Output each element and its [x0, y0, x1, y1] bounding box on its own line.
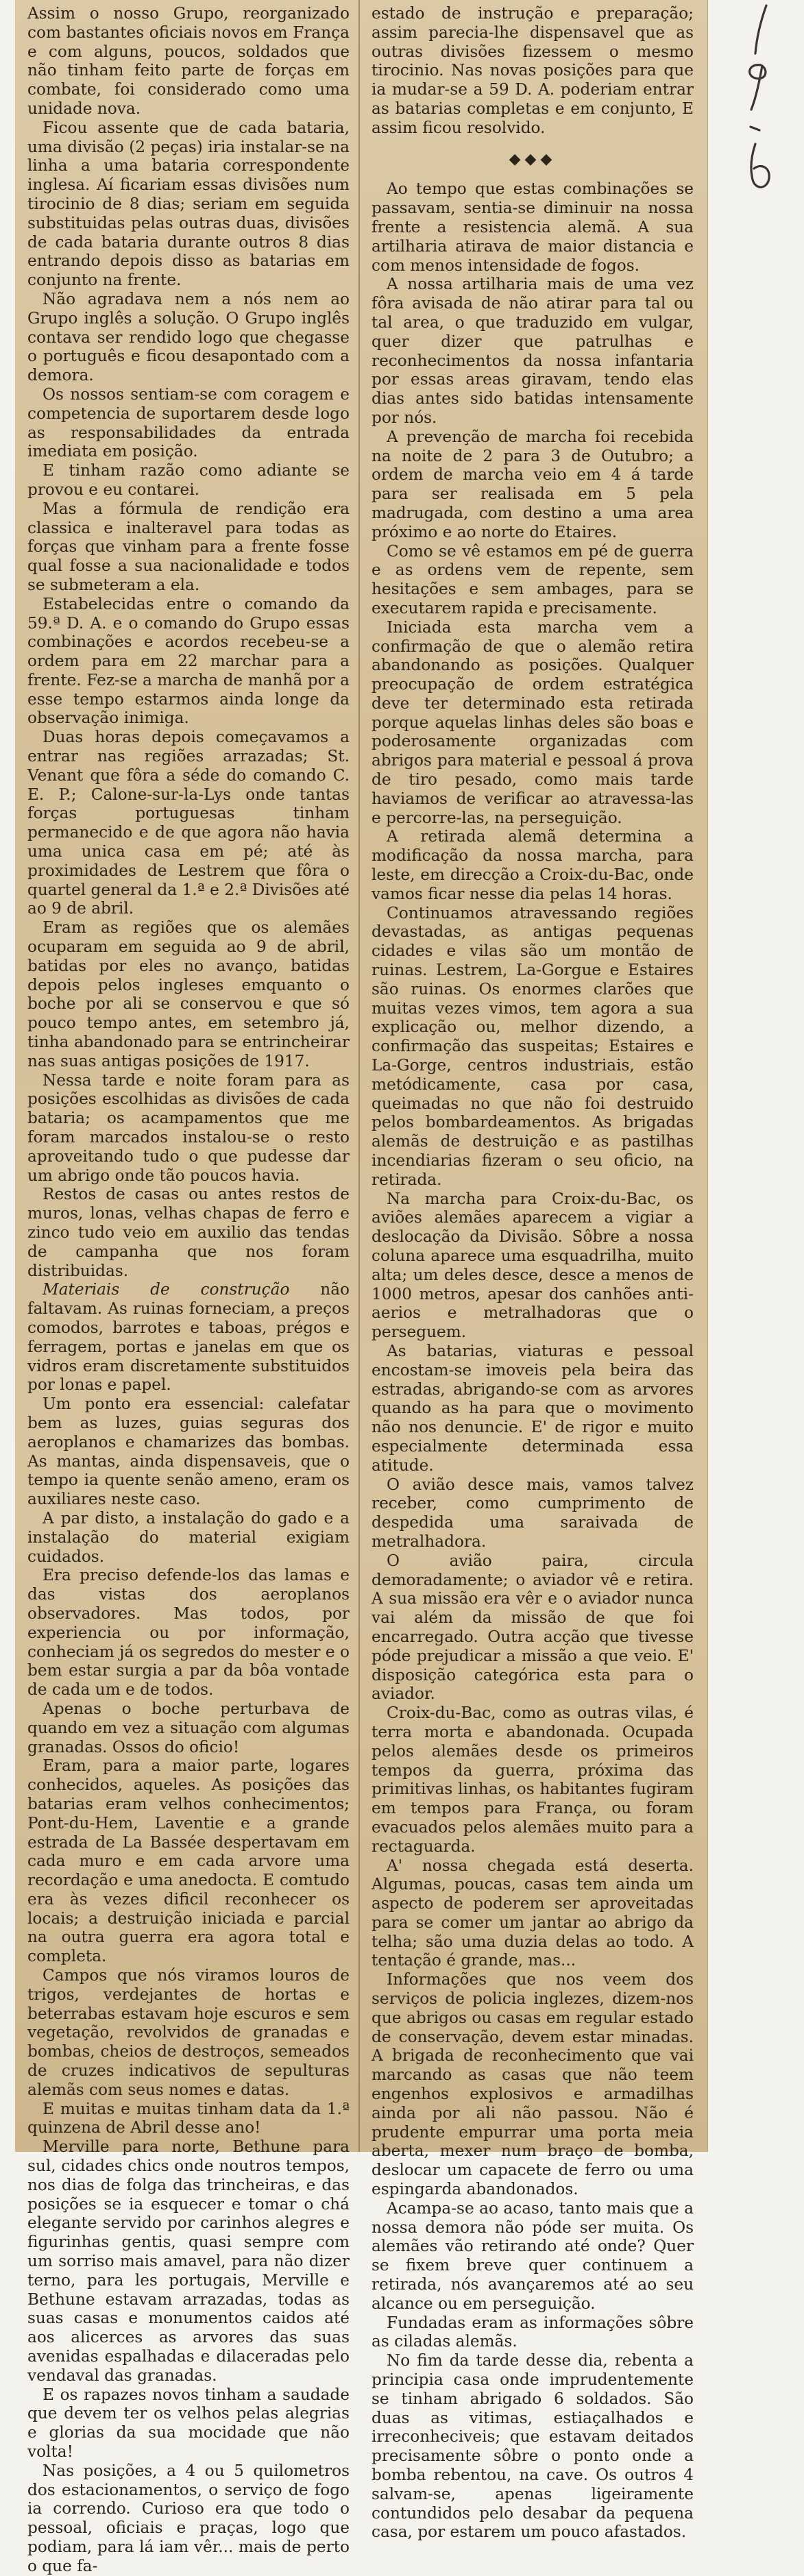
paragraph: Fundadas eram as informações sôbre as ciladas alemãs.: [371, 2313, 694, 2351]
paragraph: Estabelecidas entre o comando da 59.ª D. A. e o comando do Grupo essas combinações e acordos recebeu-se a ordem para em 22 marchar para a frente. Fez-se a marcha de manhã por a esse tempo estarmos ainda longe da observação inimiga.: [27, 594, 350, 728]
column-divider: [358, 0, 360, 2152]
paragraph-body: não faltavam. As ruinas forneciam, a preços comodos, barrotes e taboas, prégos e ferragem, portas e janelas em que os vidros eram discretamente substituidos por lonas e papel.: [27, 1280, 350, 1395]
paragraph: Croix-du-Bac, como as outras vilas, é terra morta e abandonada. Ocupada pelos alemães desde os primeiros tempos da guerra, próxima das primitivas linhas, os habitantes fugiram em tempos para França, ou foram evacuados pelos alemães muito para a rectaguarda.: [371, 1704, 694, 1856]
italic-lead: Materiais de construção: [42, 1280, 290, 1299]
paragraph: Na marcha para Croix-du-Bac, os aviões alemães aparecem a vigiar a deslocação da Divisão. Sôbre a nossa coluna aparece uma esquadrilha, muito alta; um deles desce, desce a menos de 1000 metros, apesar dos canhões anti-aerios e metralhadoras que o perseguem.: [371, 1189, 694, 1342]
paragraph: A nossa artilharia mais de uma vez fôra avisada de não atirar para tal ou tal area, o que traduzido em vulgar, quer dizer que patrulhas e reconhecimentos da nossa infantaria por essas areas giravam, tendo elas dias antes sido batidas intensamente por nós.: [371, 275, 694, 427]
paragraph: O avião paira, circula demoradamente; o aviador vê e retira. A sua missão era vêr e o aviador nunca vai além da missão de que foi encarregado. Outra acção que tivesse póde prejudicar a missão a que veio. E' disposição categórica esta para o aviador.: [371, 1551, 694, 1704]
paragraph: As batarias, viaturas e pessoal encostam-se imoveis pela beira das estradas, abrigando-se com as arvores quando as ha para que o movimento não nos denuncie. E' de rigor e muito especialmente determinada essa atitude.: [371, 1341, 694, 1475]
paragraph: A retirada alemã determina a modificação da nossa marcha, para leste, em direcção a Croix-du-Bac, onde vamos ficar nesse dia pelas 14 horas.: [371, 827, 694, 903]
paragraph: Não agradava nem a nós nem ao Grupo inglês a solução. O Grupo inglês contava ser rendido logo que chegasse o português e ficou desapontado com a demora.: [27, 289, 350, 385]
section-separator: ◆◆◆: [509, 150, 557, 168]
paragraph: Mas a fórmula de rendição era classica e inalteravel para todas as forças que vinham para a frente fosse qual fosse a sua nacionalidade e todos se submeteram a ela.: [27, 499, 350, 594]
paragraph: Nessa tarde e noite foram para as posições escolhidas as divisões de cada bataria; os acampamentos que me foram marcados instalou-se o resto aproveitando tudo o que pudesse dar um abrigo onde tão poucos havia.: [27, 1070, 350, 1185]
paragraph: Era preciso defende-los das lamas e das vistas dos aeroplanos observadores. Mas todos, por experiencia ou por informação, conheciam já os segredos do mester e o bem estar surgia a par da bôa vontade de cada um e de todos.: [27, 1566, 350, 1700]
paragraph: Informações que nos veem dos serviços de policia inglezes, dizem-nos que abrigos ou casas em regular estado de conservação, devem estar minadas. A brigada de reconhecimento que vai marcando as casas que não teem engenhos explosivos e armadilhas ainda por ali não passou. Não é prudente empurrar uma porta meia aberta, mexer num braço de bomba, deslocar um capacete de ferro ou uma espingarda abandonados.: [371, 1970, 694, 2199]
paragraph: Ficou assente que de cada bataria, uma divisão (2 peças) iria instalar-se na linha a uma bataria correspondente inglesa. Aí ficariam essas divisões num tirocinio de 8 dias; seriam em seguida substituidas pelas outras duas, divisões de cada bataria durante outros 8 dias entrando depois disso as batarias em conjunto na frente.: [27, 118, 350, 290]
paragraph: A prevenção de marcha foi recebida na noite de 2 para 3 de Outubro; a ordem de marcha veio em 4 á tarde para ser realisada em 5 pela madrugada, com destino a uma area próximo e ao norte do Etaires.: [371, 427, 694, 541]
paragraph: Eram, para a maior parte, logares conhecidos, aqueles. As posições das batarias eram velhos conhecimentos; Pont-du-Hem, Laventie e a grande estrada de La Bassée despertavam em cada muro e em cada arvore uma recordação e uma anedocta. E comtudo era às vezes dificil reconhecer os locais; a destruição iniciada e parcial na outra guerra era agora total e completa.: [27, 1756, 350, 1966]
paragraph: Eram as regiões que os alemães ocuparam em seguida ao 9 de abril, batidas por eles no avanço, batidas depois pelos ingleses emquanto o boche por ali se conservou e que só pouco tempo antes, em setembro já, tinha abandonado para se entrincheirar nas suas antigas posições de 1917.: [27, 918, 350, 1070]
paragraph: A par disto, a instalação do gado e a instalação do material exigiam cuidados.: [27, 1508, 350, 1566]
paragraph: Apenas o boche perturbava de quando em vez a situação com algumas granadas. Ossos do oficio!: [27, 1699, 350, 1756]
paragraph: Ao tempo que estas combinações se passavam, sentia-se diminuir na nossa frente a resistencia alemã. A sua artilharia atirava de maior distancia e com menos intensidade de fogos.: [371, 180, 694, 275]
paragraph: Os nossos sentiam-se com coragem e competencia de suportarem desde logo as responsabilidades da entrada imediata em posição.: [27, 384, 350, 461]
paragraph: O avião desce mais, vamos talvez receber, como cumprimento de despedida uma saraivada de metralhadora.: [371, 1475, 694, 1551]
paragraph: Acampa-se ao acaso, tanto mais que a nossa demora não póde ser muita. Os alemães vão retirando até onde? Quer se fixem breve quer continuem a retirada, nós avançaremos até ao seu alcance ou em perseguição.: [371, 2198, 694, 2313]
column-left: [27, 4, 350, 2575]
paragraph: Assim o nosso Grupo, reorganizado com bastantes oficiais novos em França e com alguns, poucos, soldados que não tinham feito parte de forças em combate, foi considerado como uma unidade nova.: [27, 4, 350, 118]
paragraph: Duas horas depois começavamos a entrar nas regiões arrazadas; St. Venant que fôra a séde do comando C. E. P.; Calone-sur-la-Lys onde tantas forças portuguesas tinham permanecido e de que agora não havia uma unica casa em pé; até às proximidades de Lestrem que fôra o quartel general da 1.ª e 2.ª Divisões até ao 9 de abril.: [27, 728, 350, 918]
paragraph: Iniciada esta marcha vem a confirmação de que o alemão retira abandonando as posições. Qualquer preocupação de ordem estratégica deve ter determinado esta retirada porque aquelas linhas deles são boas e poderosamente organizadas com abrigos para material e pessoal á prova de tiro pesado, como mais tarde haviamos de verificar ao atravessa-las e percorre-las, na perseguição.: [371, 617, 694, 827]
paragraph: A' nossa chegada está deserta. Algumas, poucas, casas tem ainda um aspecto de poderem ser aproveitadas para se comer um jantar ao abrigo da telha; são uma duzia delas ao todo. A tentação é grande, mas...: [371, 1856, 694, 1970]
paragraph: Nas posições, a 4 ou 5 quilometros dos estacionamentos, o serviço de fogo ia correndo. Curioso era que todo o pessoal, oficiais e praças, logo que podiam, para lá iam vêr... mais de perto o que fa-: [27, 2461, 350, 2575]
paragraph: Continuamos atravessando regiões devastadas, as antigas pequenas cidades e vilas são um montão de ruinas. Lestrem, La-Gorgue e Estaires são ruinas. Os enormes clarões que muitas vezes vimos, tem agora a sua explicação ou, melhor dizendo, a confirmação das suspeitas; Estaires e La-Gorge, centros industriais, estão metódicamente, casa por casa, queimadas no que não foi destruido pelos bombardeamentos. As brigadas alemãs de destruição e as pastilhas incendiarias fizeram o seu oficio, na retirada.: [371, 903, 694, 1189]
paragraph: [27, 1280, 350, 1395]
column-right: [371, 4, 694, 2542]
paragraph: Merville para norte, Bethune para sul, cidades chics onde noutros tempos, nos dias de folga das trincheiras, e das posições se ia esquecer e tomar o chá elegante servido por carinhos alegres e figurinhas gentis, quasi sempre com um sorriso mais amavel, para não dizer terno, para les portugais, Merville e Bethune estavam arrazadas, todas as suas casas e monumentos caidos até aos alicerces as arvores das suas avenidas espalhadas e dilaceradas pelo vendaval das granadas.: [27, 2137, 350, 2385]
handwritten-date-note: [713, 0, 795, 206]
paragraph: Restos de casas ou antes restos de muros, lonas, velhas chapas de ferro e zinco tudo veio em auxilio das tendas de campanha que nos foram distribuidas.: [27, 1185, 350, 1280]
paragraph: Como se vê estamos em pé de guerra e as ordens vem de repente, sem hesitações e sem ambages, para se executarem rapida e precisamente.: [371, 541, 694, 617]
paragraph: Campos que nós viramos louros de trigos, verdejantes de hortas e beterrabas estavam hoje escuros e sem vegetação, revolvidos de granadas e bombas, cheios de destroços, semeados de cruzes indicativos de sepulturas alemãs com seus nomes e datas.: [27, 1966, 350, 2099]
paragraph: E os rapazes novos tinham a saudade que devem ter os velhos pelas alegrias e glorias da sua mocidade que não volta!: [27, 2385, 350, 2461]
paragraph: E tinham razão como adiante se provou e eu contarei.: [27, 461, 350, 499]
paragraph: E muitas e muitas tinham data da 1.ª quinzena de Abril desse ano!: [27, 2099, 350, 2137]
paragraph: No fim da tarde desse dia, rebenta a principia casa onde imprudentemente se tinham abrigado 6 soldados. São duas as vitimas, estiaçalhados e irreconheciveis; que estavam deitados precisamente sôbre o ponto onde a bomba rebentou, na cave. Os outros 4 salvam-se, apenas ligeiramente contundidos pelo desabar da pequena casa, por estarem um pouco afastados.: [371, 2351, 694, 2542]
newspaper-clipping: [15, 0, 707, 2575]
paragraph: Um ponto era essencial: calefatar bem as luzes, guias seguras dos aeroplanos e chamarizes das bombas. As mantas, ainda dispensaveis, que o tempo ia quente senão ameno, eram os auxiliares neste caso.: [27, 1395, 350, 1509]
paragraph: estado de instrução e preparação; assim parecia-lhe dispensavel que as outras divisões fizessem o mesmo tirocinio. Nas novas posições para que ia mudar-se a 59 D. A. poderiam entrar as batarias completas e em conjunto, E assim ficou resolvido.: [371, 4, 694, 137]
